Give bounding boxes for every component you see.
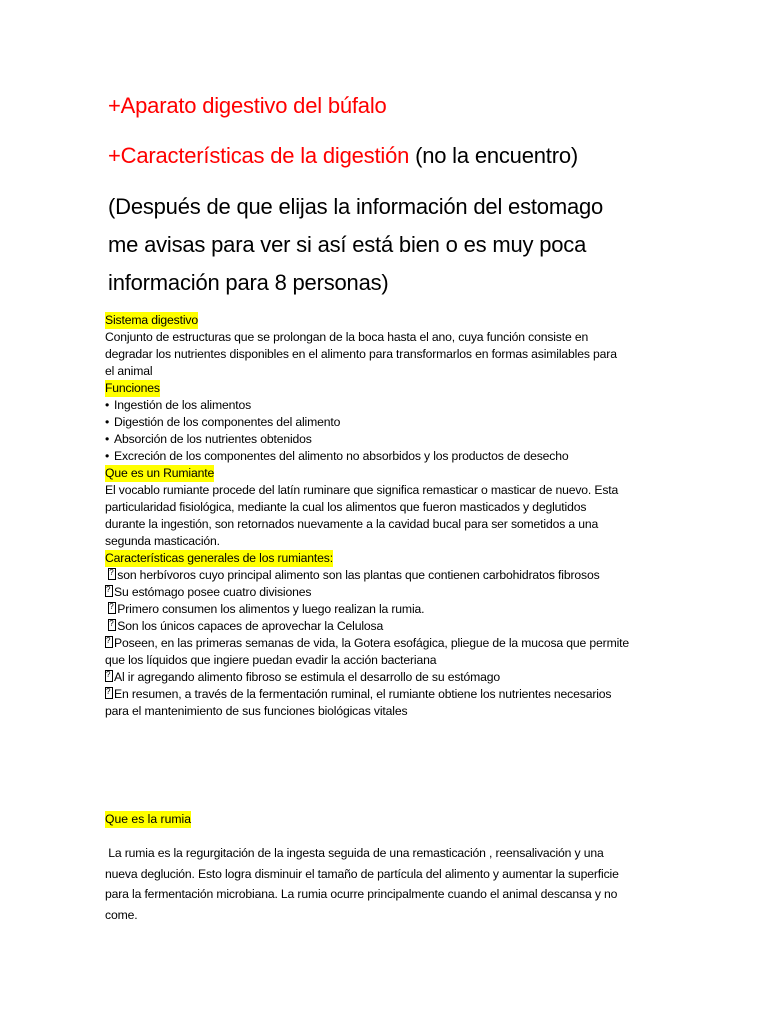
- sistema-line: Conjunto de estructuras que se prolongan de la boca hasta el ano, cuya función consiste en: [105, 330, 589, 344]
- caracteristicas-line: que los líquidos que ingiere puedan evadir la acción bacteriana: [105, 653, 437, 667]
- rumiante-line: El vocablo rumiante procede del latín ruminare que significa remasticar o masticar de nuevo. Esta: [105, 483, 619, 497]
- rumia-line: come.: [105, 907, 138, 922]
- sistema-line: degradar los nutrientes disponibles en el alimento para transformarlos en formas asimilables para: [105, 347, 617, 361]
- missing-glyph-icon: [105, 636, 113, 648]
- section-title-rumia: Que es la rumia: [105, 812, 192, 826]
- section-title-funciones: Funciones: [105, 381, 160, 395]
- rumia-paragraph: [105, 843, 695, 925]
- missing-glyph-icon: [108, 619, 116, 631]
- bullet-icon: •: [105, 432, 110, 446]
- caracteristicas-item: ?Poseen, en las primeras semanas de vida, la Gotera esofágica, pliegue de la mucosa que permite: [105, 635, 685, 652]
- funciones-item: • Absorción de los nutrientes obtenidos: [105, 432, 312, 446]
- note-paragraph: [108, 188, 668, 302]
- heading-caracteristicas-digestion: [108, 138, 578, 174]
- section-title-sistema: Sistema digestivo: [105, 313, 198, 327]
- body-section: [105, 312, 685, 720]
- section-title-caracteristicas: Características generales de los rumiantes:: [105, 551, 333, 565]
- missing-glyph-icon: [105, 670, 113, 682]
- funciones-item: • Ingestión de los alimentos: [105, 398, 252, 412]
- missing-glyph-icon: [108, 602, 116, 614]
- section-title-rumia-wrap: [105, 811, 191, 828]
- caracteristicas-item: ?son herbívoros cuyo principal alimento son las plantas que contienen carbohidratos fibrosos: [105, 567, 685, 584]
- missing-glyph-icon: [105, 687, 113, 699]
- missing-glyph-icon: [105, 585, 113, 597]
- missing-glyph-icon: [108, 568, 116, 580]
- caracteristicas-item: ?Al ir agregando alimento fibroso se estimula el desarrollo de su estómago: [105, 669, 685, 686]
- note-line: información para 8 personas): [108, 270, 389, 295]
- rumiante-line: particularidad fisiológica, mediante la cual los alimentos que fueron masticados y deglutidos: [105, 500, 587, 514]
- caracteristicas-line: para el mantenimiento de sus funciones biológicas vitales: [105, 704, 408, 718]
- rumiante-line: segunda masticación.: [105, 534, 220, 548]
- caracteristicas-item: ?En resumen, a través de la fermentación ruminal, el rumiante obtiene los nutrientes necesarios: [105, 686, 685, 703]
- sistema-line: el animal: [105, 364, 153, 378]
- caracteristicas-item: ?Son los únicos capaces de aprovechar la Celulosa: [105, 618, 685, 635]
- rumia-line: para la fermentación microbiana. La rumia ocurre principalmente cuando el animal descansa y no: [105, 887, 618, 901]
- heading-caracteristicas-note: (no la encuentro): [409, 143, 578, 168]
- note-line: (Después de que elijas la información del estomago: [108, 194, 604, 219]
- bullet-icon: •: [105, 449, 110, 463]
- bullet-icon: •: [105, 398, 110, 412]
- rumiante-line: durante la ingestión, son retornados nuevamente a la cavidad bucal para ser sometidos a una: [105, 517, 599, 531]
- funciones-item: • Excreción de los componentes del alimento no absorbidos y los productos de desecho: [105, 449, 569, 463]
- heading-caracteristicas-red: +Características de la digestión: [108, 143, 410, 168]
- rumia-line: La rumia es la regurgitación de la ingesta seguida de una remasticación , reensalivación y una: [105, 846, 604, 860]
- bullet-icon: •: [105, 415, 110, 429]
- funciones-item: • Digestión de los componentes del alimento: [105, 415, 341, 429]
- note-line: me avisas para ver si así está bien o es muy poca: [108, 232, 587, 257]
- rumia-line: nueva deglución. Esto logra disminuir el tamaño de partícula del alimento y aumentar la superficie: [105, 866, 619, 881]
- caracteristicas-item: ?Su estómago posee cuatro divisiones: [105, 584, 685, 601]
- caracteristicas-item: ?Primero consumen los alimentos y luego realizan la rumia.: [105, 601, 685, 618]
- section-title-rumiante: Que es un Rumiante: [105, 466, 215, 480]
- heading-aparato-digestivo: +Aparato digestivo del búfalo: [108, 93, 387, 118]
